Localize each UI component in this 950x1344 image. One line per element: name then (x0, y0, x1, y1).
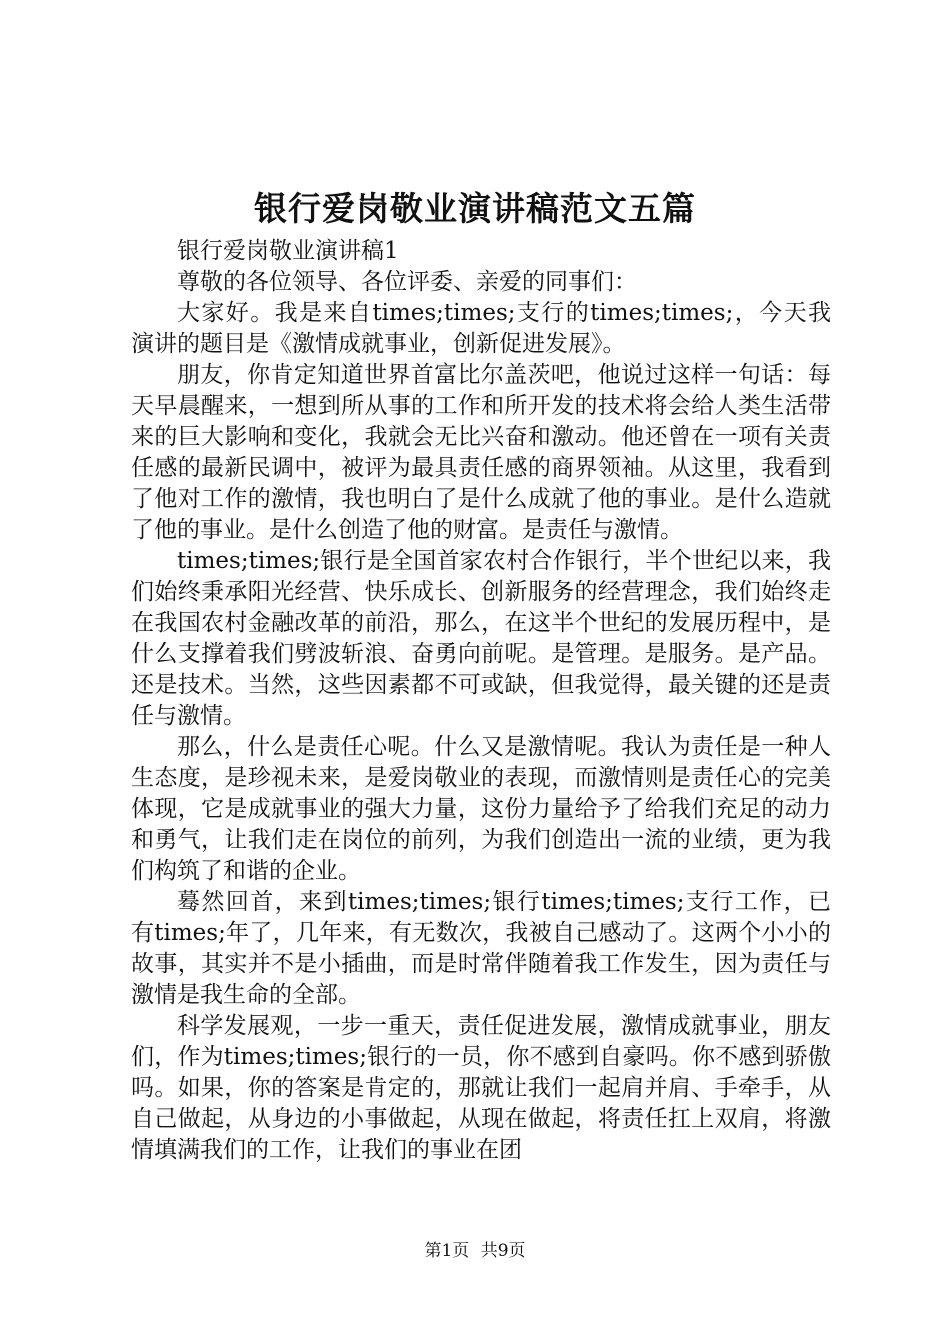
paragraph: times;times;银行是全国首家农村合作银行，半个世纪以来，我们始终秉承阳光经营、快乐成长、创新服务的经营理念，我们始终走在我国农村金融改革的前沿，那么，在这半个世纪的发展历程中，是什么支撑着我们劈波斩浪、奋勇向前呢。是管理。是服务。是产品。还是技术。当然，这些因素都不可或缺，但我觉得，最关键的还是责任与激情。 (131, 548, 831, 729)
paragraph: 蓦然回首，来到times;times;银行times;times;支行工作，已有times;年了，几年来，有无数次，我被自己感动了。这两个小小的故事，其实并不是小插曲，而是时常伴随着我工作发生，因为责任与激情是我生命的全部。 (131, 889, 831, 1008)
paragraph: 那么，什么是责任心呢。什么又是激情呢。我认为责任是一种人生态度，是珍视未来，是爱岗敬业的表现，而激情则是责任心的完美体现，它是成就事业的强大力量，这份力量给予了给我们充足的动力和勇气，让我们走在岗位的前列，为我们创造出一流的业绩，更为我们构筑了和谐的企业。 (131, 734, 831, 884)
page-number: 第1页 (424, 1241, 470, 1261)
document-body (131, 236, 831, 1166)
section-heading: 银行爱岗敬业演讲稿1 (177, 238, 399, 264)
document-title: 银行爱岗敬业演讲稿范文五篇 (254, 189, 696, 228)
page-footer (0, 1239, 950, 1263)
salutation: 尊敬的各位领导、各位评委、亲爱的同事们： (177, 269, 637, 295)
paragraph: 大家好。我是来自times;times;支行的times;times;，今天我演讲的题目是《激情成就事业，创新促进发展》。 (131, 300, 831, 357)
paragraph: 朋友，你肯定知道世界首富比尔盖茨吧，他说过这样一句话：每天早晨醒来，一想到所从事的工作和所开发的技术将会给人类生活带来的巨大影响和变化，我就会无比兴奋和激动。他还曾在一项有关责任感的最新民调中，被评为最具责任感的商界领袖。从这里，我看到了他对工作的激情，我也明白了是什么成就了他的事业。是什么造就了他的事业。是什么创造了他的财富。是责任与激情。 (131, 362, 831, 543)
paragraph: 科学发展观，一步一重天，责任促进发展，激情成就事业，朋友们，作为times;times;银行的一员，你不感到自豪吗。你不感到骄傲吗。如果，你的答案是肯定的，那就让我们一起肩并肩、手牵手，从自己做起，从身边的小事做起，从现在做起，将责任扛上双肩，将激情填满我们的工作，让我们的事业在团 (131, 1013, 831, 1163)
page-total: 共9页 (480, 1241, 526, 1261)
